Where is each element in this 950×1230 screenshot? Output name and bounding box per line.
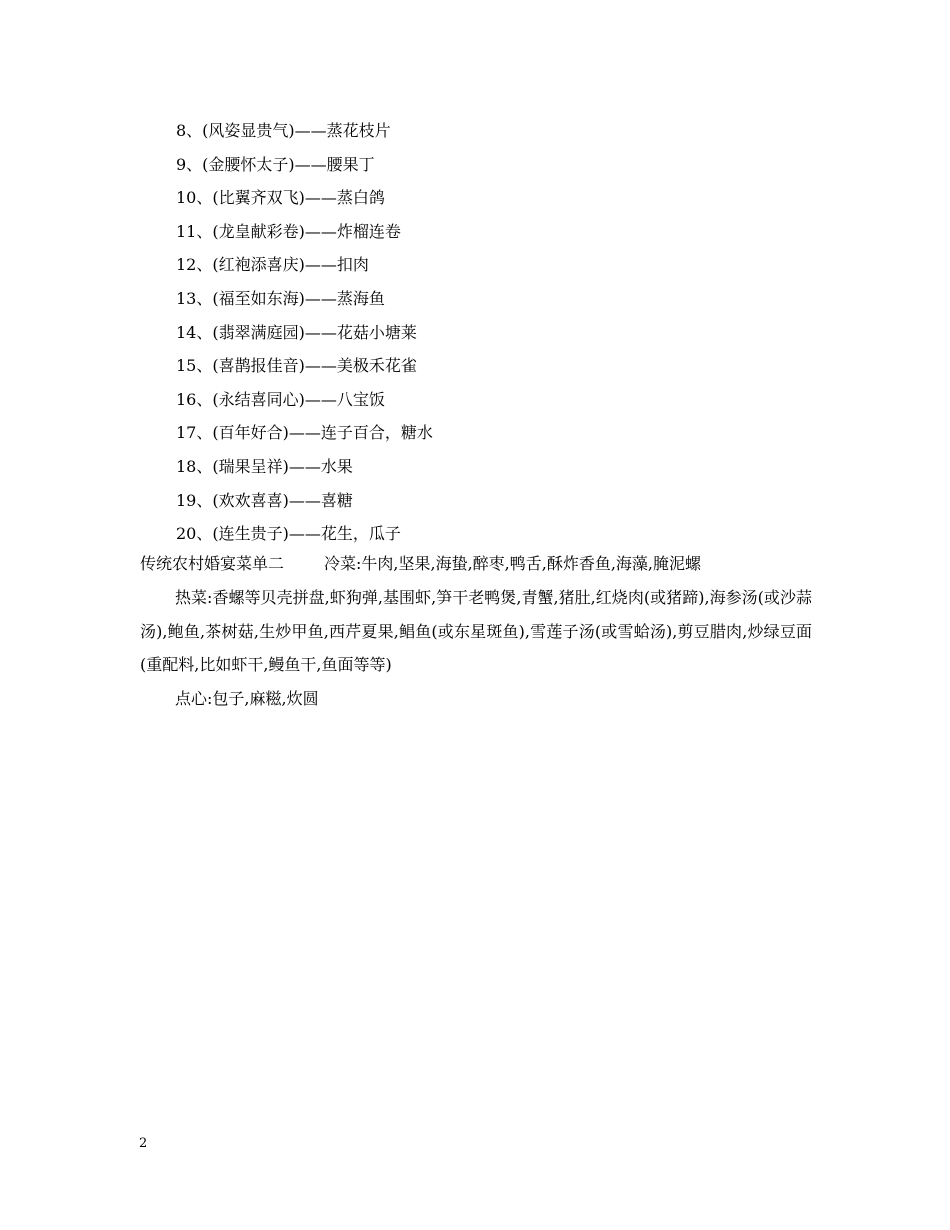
page-number: 2 [139, 1136, 148, 1151]
list-item: 20、(连生贵子)——花生，瓜子 [176, 524, 401, 544]
list-item: 15、(喜鹊报佳音)——美极禾花雀 [176, 356, 417, 376]
list-item: 19、(欢欢喜喜)——喜糖 [176, 490, 353, 510]
hot-dishes-paragraph: 热菜:香螺等贝壳拼盘,虾狗弹,基围虾,笋干老鸭煲,青蟹,猪肚,红烧肉(或猪蹄),海参汤(或沙蒜汤),鲍鱼,茶树菇,生炒甲鱼,西芹夏果,鲳鱼(或东星斑鱼),雪莲子汤(或雪蛤汤),剪豆腊肉,炒绿豆面(重配料,比如虾干,鳗鱼干,鱼面等等) [140, 588, 812, 675]
list-item: 10、(比翼齐双飞)——蒸白鸽 [176, 188, 385, 208]
cold-dishes-text: 冷菜:牛肉,坚果,海蛰,醉枣,鸭舌,酥炸香鱼,海藻,腌泥螺 [324, 554, 702, 573]
list-item: 13、(福至如东海)——蒸海鱼 [176, 288, 385, 308]
list-item: 12、(红袍添喜庆)——扣肉 [176, 255, 369, 275]
menu-two-heading: 传统农村婚宴菜单二 [140, 554, 285, 573]
list-item: 16、(永结喜同心)——八宝饭 [176, 389, 385, 409]
menu-two-paragraph [140, 547, 812, 581]
menu-list [176, 117, 433, 554]
list-item: 8、(风姿显贵气)——蒸花枝片 [176, 121, 391, 140]
list-item: 18、(瑞果呈祥)——水果 [176, 456, 353, 476]
dim-sum-paragraph: 点心:包子,麻糍,炊圆 [175, 689, 319, 708]
list-item: 11、(龙皇献彩卷)——炸榴连卷 [176, 221, 401, 241]
list-item: 9、(金腰怀太子)——腰果丁 [176, 154, 375, 174]
list-item: 17、(百年好合)——连子百合，糖水 [176, 423, 433, 443]
list-item: 14、(翡翠满庭园)——花菇小塘莱 [176, 322, 417, 342]
